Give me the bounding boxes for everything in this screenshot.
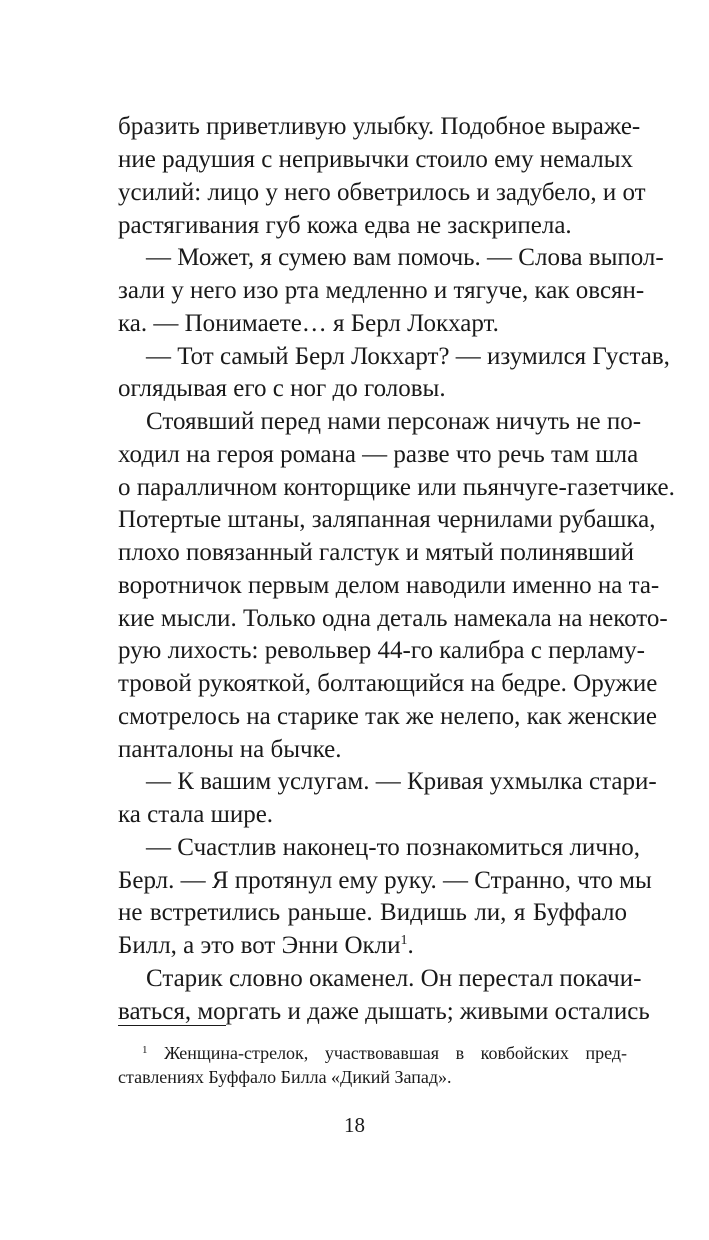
text-line: усилий: лицо у него обветрилось и задубело, и от [118, 179, 646, 206]
text-line: ние радушия с непривычки стоило ему немалых [118, 146, 634, 173]
text-line: Стоявший перед нами персонаж ничуть не по- [146, 408, 642, 435]
text-line-with-footnote-ref [118, 931, 627, 961]
text-line: — Может, я сумею вам помочь. — Слова выпол- [146, 244, 664, 271]
text-line: кие мысли. Только одна деталь намекала на некото- [118, 605, 668, 632]
footnote-ref-period: . [407, 932, 414, 959]
text-line: Билл, а это вот Энни Окли [118, 932, 401, 959]
footnote-line [142, 1042, 627, 1064]
text-line: бразить приветливую улыбку. Подобное выраже- [118, 113, 641, 140]
text-line: Потертые штаны, заляпанная чернилами рубашка, [118, 506, 656, 533]
footnote-text: Женщина-стрелок, участвовавшая в ковбойских пред- [164, 1043, 627, 1063]
text-line: плохо повязанный галстук и мятый полинявший [118, 539, 635, 566]
footnote-reference: 1 [400, 933, 408, 948]
text-line: не встретились раньше. Видишь ли, я Буффало [118, 899, 627, 926]
text-line: ходил на героя романа — разве что речь там шла [118, 441, 639, 468]
text-line: ка стала шире. [118, 801, 274, 828]
text-line: зали у него изо рта медленно и тягуче, как овсян- [118, 277, 645, 304]
text-line: Старик словно окаменел. Он перестал покачи- [146, 965, 642, 992]
text-line: панталоны на бычке. [118, 736, 342, 763]
text-line: ка. — Понимаете… я Берл Локхарт. [118, 310, 499, 337]
footnote-separator [118, 1025, 226, 1026]
text-line: оглядывая его с ног до головы. [118, 375, 446, 402]
text-line: — Тот самый Берл Локхарт? — изумился Густав, [146, 343, 670, 370]
text-line: ваться, моргать и даже дышать; живыми остались [118, 998, 650, 1025]
footnote-line: ставлениях Буффало Билла «Дикий Запад». [118, 1067, 452, 1087]
text-line: тровой рукояткой, болтающийся на бедре. Оружие [118, 670, 658, 697]
text-line: о паралличном конторщике или пьянчуге-газетчике. [118, 474, 675, 501]
text-line: рую лихость: револьвер 44-го калибра с перламу- [118, 637, 645, 664]
text-line: растягивания губ кожа едва не заскрипела. [118, 212, 572, 239]
text-line: Берл. — Я протянул ему руку. — Странно, что мы [118, 867, 652, 894]
text-line: смотрелось на старике так же нелепо, как женские [118, 703, 657, 730]
footnote-marker: 1 [142, 1044, 148, 1056]
text-line: воротничок первым делом наводили именно на та- [118, 572, 660, 599]
text-line: — К вашим услугам. — Кривая ухмылка стари- [146, 768, 657, 795]
page-number: 18 [344, 1113, 365, 1137]
text-line: — Счастлив наконец-то познакомиться лично, [146, 834, 641, 861]
